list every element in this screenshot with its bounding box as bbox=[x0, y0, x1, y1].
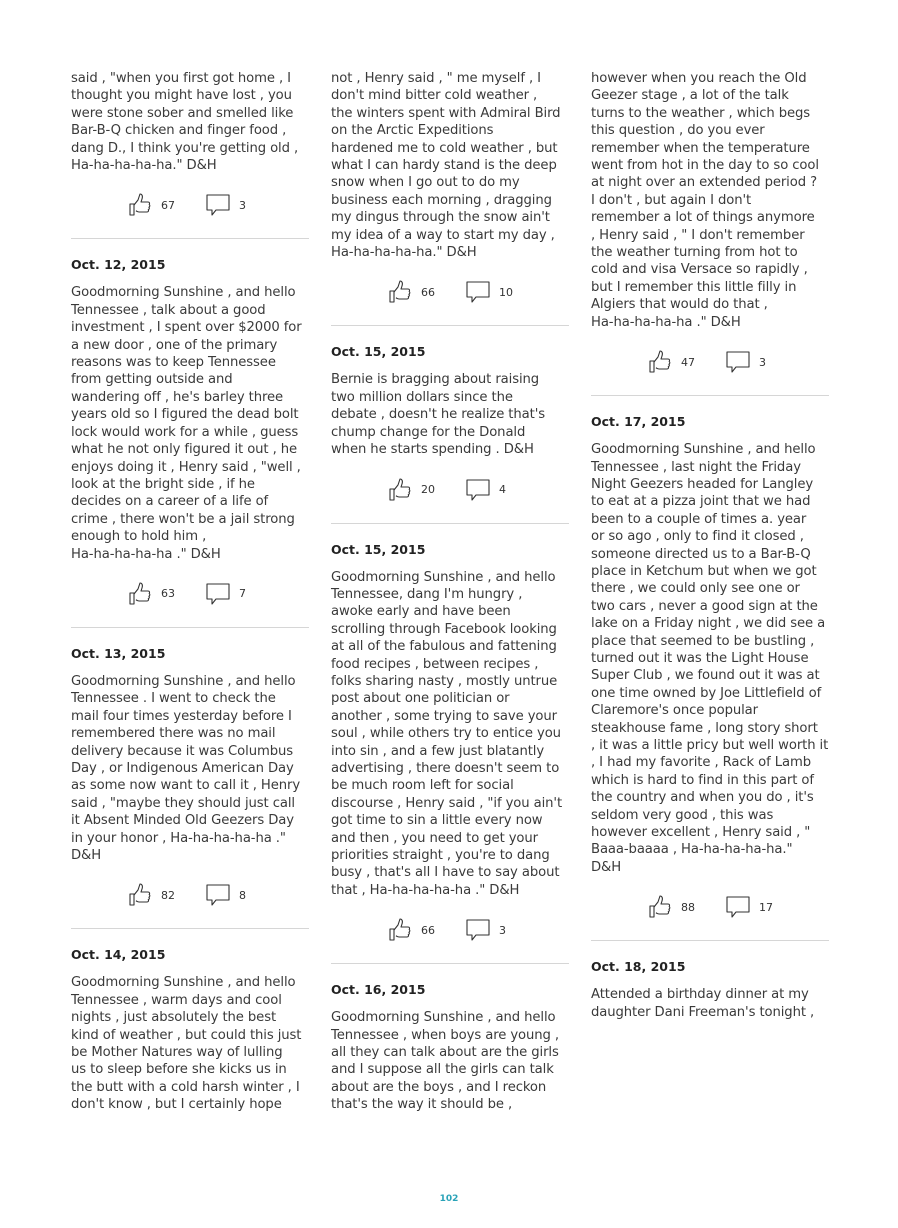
like-count: 20 bbox=[421, 483, 435, 496]
divider bbox=[71, 627, 309, 628]
reactions bbox=[71, 581, 309, 611]
like-button[interactable] bbox=[647, 894, 695, 920]
thumbs-up-icon bbox=[127, 192, 153, 218]
comment-icon bbox=[205, 882, 231, 908]
post-text: Goodmorning Sunshine , and hello Tennessee, dang I'm hungry , awoke early and have been scrolling through Facebook looking at all of the fabulous and fattening food recipes , between recipes , folks sharing nasty , mostly untrue post about one politician or another , some trying to save your soul , while others try to entice you into sin , and a few just blatantly advertising , there doesn't seem to be much room left for social discourse , Henry said , "if you ain't got time to sin a little every now and then , you need to get your priorities straight , you're to dang busy , that's all I have to say about that , Ha-ha-ha-ha-ha ." D&H bbox=[331, 569, 563, 898]
reactions bbox=[591, 349, 829, 379]
like-button[interactable] bbox=[387, 279, 435, 305]
thumbs-up-icon bbox=[387, 477, 413, 503]
post bbox=[71, 646, 309, 929]
post bbox=[331, 982, 569, 1113]
divider bbox=[591, 395, 829, 396]
comment-icon bbox=[465, 279, 491, 305]
divider bbox=[331, 963, 569, 964]
comment-button[interactable] bbox=[465, 279, 513, 305]
thumbs-up-icon bbox=[387, 279, 413, 305]
comment-button[interactable] bbox=[725, 349, 766, 375]
thumbs-up-icon bbox=[127, 581, 153, 607]
comment-button[interactable] bbox=[725, 894, 773, 920]
divider bbox=[331, 523, 569, 524]
like-button[interactable] bbox=[127, 192, 175, 218]
comment-count: 17 bbox=[759, 900, 773, 914]
comment-button[interactable] bbox=[205, 581, 246, 607]
post-date: Oct. 18, 2015 bbox=[591, 959, 686, 975]
comment-icon bbox=[725, 894, 751, 920]
post-date: Oct. 16, 2015 bbox=[331, 982, 426, 998]
divider bbox=[71, 928, 309, 929]
comment-count: 3 bbox=[499, 923, 506, 937]
thumbs-up-icon bbox=[647, 349, 673, 375]
post-text: Goodmorning Sunshine , and hello Tennessee , when boys are young , all they can talk about are the girls and I suppose all the girls can talk about are the boys , and I reckon that's the way it should be , bbox=[331, 1010, 559, 1113]
post bbox=[591, 414, 829, 941]
comment-icon bbox=[205, 581, 231, 607]
post-date: Oct. 12, 2015 bbox=[71, 257, 166, 273]
reactions bbox=[331, 279, 569, 309]
like-button[interactable] bbox=[387, 917, 435, 943]
comment-count: 10 bbox=[499, 285, 513, 299]
reactions bbox=[331, 917, 569, 947]
post-text: said , "when you first got home , I thought you might have lost , you were stone sober and smelled like Bar-B-Q chicken and finger food , dang D., I think you're getting old , Ha-ha-ha-ha-ha." D&H bbox=[71, 71, 299, 174]
reactions bbox=[331, 477, 569, 507]
post-date: Oct. 13, 2015 bbox=[71, 645, 166, 661]
like-button[interactable] bbox=[387, 477, 435, 503]
like-count: 67 bbox=[161, 198, 175, 212]
comment-count: 8 bbox=[239, 888, 246, 902]
comment-button[interactable] bbox=[465, 917, 506, 943]
like-count: 63 bbox=[161, 587, 175, 601]
post-text: not , Henry said , " me myself , I don't mind bitter cold weather , the winters spent with Admiral Bird on the Arctic Expeditions hardened me to cold weather , but what I can hardy stand is the deep snow when I go out to do my business each morning , dragging my dingus through the snow ain't my idea of a way to start my day , Ha-ha-ha-ha-ha." D&H bbox=[331, 71, 561, 261]
comment-count: 4 bbox=[499, 483, 506, 496]
thumbs-up-icon bbox=[127, 882, 153, 908]
post bbox=[71, 70, 309, 239]
divider bbox=[331, 325, 569, 326]
like-count: 88 bbox=[681, 900, 695, 914]
post bbox=[71, 257, 309, 628]
column-3 bbox=[591, 70, 829, 1021]
post-text: Goodmorning Sunshine , and hello Tennessee , warm days and cool nights , just absolutely the best kind of weather , but could this just be Mother Natures way of lulling us to sleep before she kicks us in the butt with a cold harsh winter , I don't know , but I certainly hope bbox=[71, 975, 302, 1113]
column-2 bbox=[331, 70, 569, 1114]
comment-button[interactable] bbox=[205, 192, 246, 218]
comment-count: 7 bbox=[239, 587, 246, 601]
comment-icon bbox=[465, 477, 491, 503]
post bbox=[331, 542, 569, 965]
like-button[interactable] bbox=[127, 581, 175, 607]
comment-icon bbox=[725, 349, 751, 375]
post bbox=[71, 947, 309, 1113]
comment-button[interactable] bbox=[205, 882, 246, 908]
thumbs-up-icon bbox=[387, 917, 413, 943]
divider bbox=[591, 940, 829, 941]
divider bbox=[71, 238, 309, 239]
post-date: Oct. 15, 2015 bbox=[331, 541, 426, 557]
reactions bbox=[591, 894, 829, 924]
page-number: 102 bbox=[439, 1194, 459, 1204]
comment-button[interactable] bbox=[465, 477, 506, 503]
post-text: Bernie is bragging about raising two million dollars since the debate , doesn't he realize that's chump change for the Donald when he starts spending . D&H bbox=[331, 372, 545, 458]
thumbs-up-icon bbox=[647, 894, 673, 920]
like-count: 47 bbox=[681, 355, 695, 369]
comment-icon bbox=[205, 192, 231, 218]
column-1 bbox=[71, 70, 309, 1114]
comment-icon bbox=[465, 917, 491, 943]
reactions bbox=[71, 882, 309, 912]
post bbox=[331, 344, 569, 523]
post-date: Oct. 15, 2015 bbox=[331, 344, 426, 360]
post-date: Oct. 17, 2015 bbox=[591, 414, 686, 430]
post-text: Goodmorning Sunshine , and hello Tennessee . I went to check the mail four times yesterday before I remembered there was no mail delivery because it was Columbus Day , or Indigenous American Day as some now want to call it , Henry said , "maybe they should just call it Absent Minded Old Geezers Day in your honor , Ha-ha-ha-ha-ha ." D&H bbox=[71, 673, 301, 863]
comment-count: 3 bbox=[239, 198, 246, 212]
reactions bbox=[71, 192, 309, 222]
like-count: 82 bbox=[161, 888, 175, 902]
post-text: Attended a birthday dinner at my daughter Dani Freeman's tonight , bbox=[591, 987, 815, 1020]
post bbox=[331, 70, 569, 326]
post-text: Goodmorning Sunshine , and hello Tennessee , talk about a good investment , I spent over $2000 for a new door , one of the primary reasons was to keep Tennessee from getting outside and wandering off , he's barley three years old so I figured the dead bolt lock would work for a while , guess what he not only figured it out , he enjoys doing it , Henry said , "well , look at the bright side , if he decides on a career of a life of crime , there won't be a jail strong enough to hold him , Ha-ha-ha-ha-ha ." D&H bbox=[71, 285, 302, 562]
like-button[interactable] bbox=[127, 882, 175, 908]
comment-count: 3 bbox=[759, 355, 766, 369]
post bbox=[591, 959, 829, 1021]
post bbox=[591, 70, 829, 396]
post-text: however when you reach the Old Geezer stage , a lot of the talk turns to the weather , which begs this question , do you ever remember when the temperature went from hot in the day to so cool at night over an extended period ? I don't , but again I don't remember a lot of things anymore , Henry said , " I don't remember the weather turning from hot to cold and visa Versace so rapidly , but I remember this little filly in Algiers that would do that , Ha-ha-ha-ha-ha ." D&H bbox=[591, 71, 819, 330]
like-count: 66 bbox=[421, 285, 435, 299]
post-text: Goodmorning Sunshine , and hello Tennessee , last night the Friday Night Geezers headed for Langley to eat at a pizza joint that we had been to a couple of times a. year or so ago , only to find it closed , someone directed us to a Bar-B-Q place in Ketchum but when we got there , we could only see one or two cars , never a good sign at the lake on a Friday night , we did see a place that seemed to be bustling , turned out it was the Light House Super Club , we found out it was at one time owned by Joe Littlefield of Claremore's once popular steakhouse fame , long story short , it was a little pricy but well worth it , I had my favorite , Rack of Lamb which is hard to find in this part of the country and when you do , it's seldom very good , this was however excellent , Henry said , " Baaa-baaaa , Ha-ha-ha-ha-ha." D&H bbox=[591, 442, 829, 875]
like-button[interactable] bbox=[647, 349, 695, 375]
post-date: Oct. 14, 2015 bbox=[71, 947, 166, 963]
like-count: 66 bbox=[421, 923, 435, 937]
